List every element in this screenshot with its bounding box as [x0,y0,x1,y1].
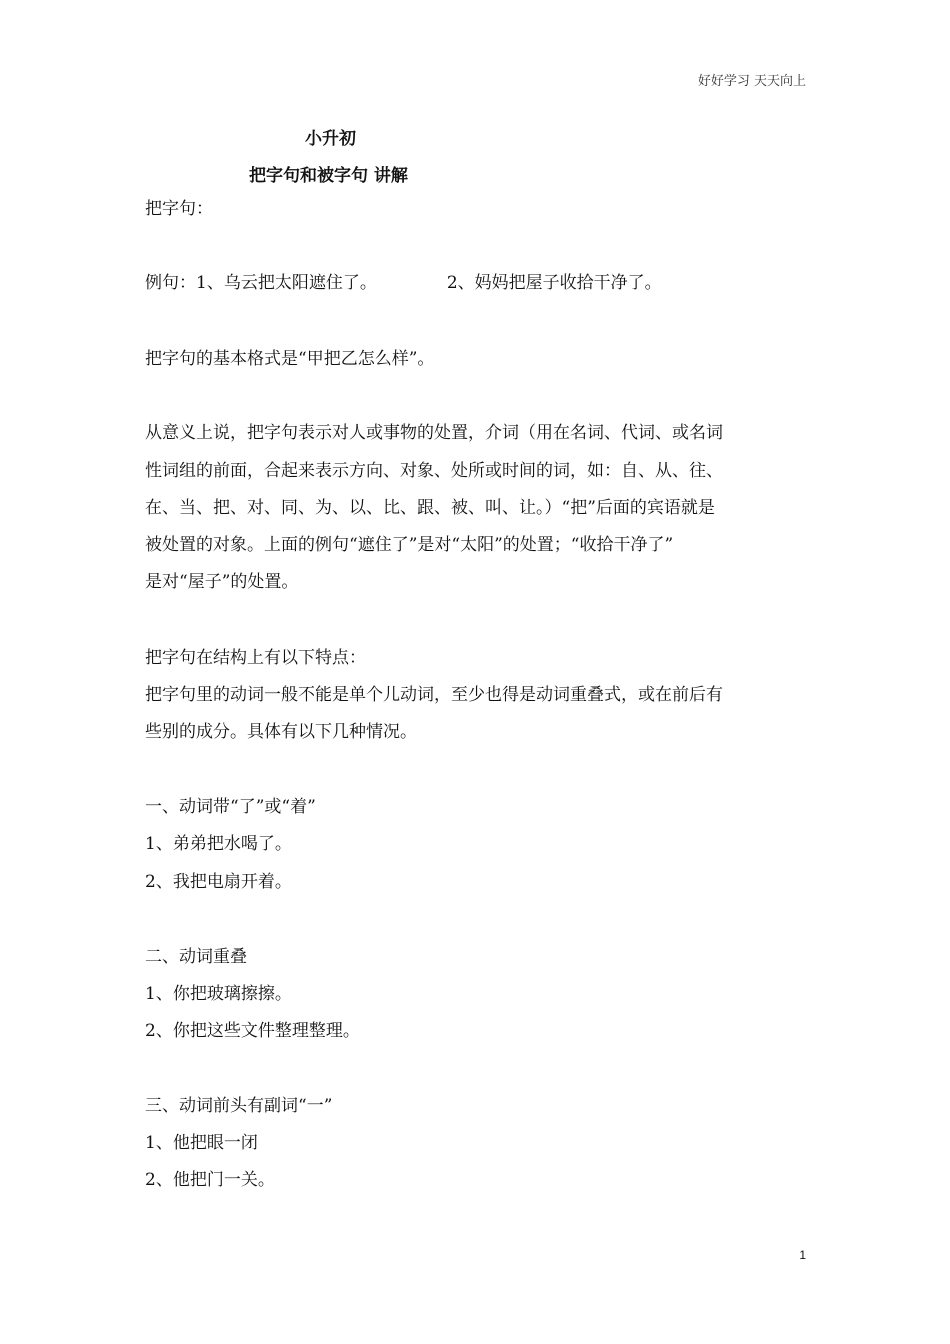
page-header: 好好学习 天天向上 [697,74,806,89]
example-sentences [145,272,810,294]
section-heading: 一、动词带“了”或“着” [145,797,316,817]
text-line: 把字句里的动词一般不能是单个儿动词，至少也得是动词重叠式，或在前后有 [145,685,723,705]
text-line: 在、当、把、对、同、为、以、比、跟、被、叫、让。）“把”后面的宾语就是 [145,498,715,518]
page-number: 1 [799,1248,806,1262]
text-line: 把字句在结构上有以下特点： [145,648,366,668]
list-item: 2、我把电扇开着。 [145,872,292,892]
basic-format-line: 把字句的基本格式是“甲把乙怎么样”。 [145,349,435,369]
section-heading: 三、动词前头有副词“一” [145,1096,333,1116]
list-item: 1、他把眼一闭 [145,1133,258,1153]
text-line: 被处置的对象。上面的例句“遮住了”是对“太阳”的处置；“收拾干净了” [145,535,674,555]
list-item: 1、弟弟把水喝了。 [145,834,292,854]
list-item: 2、他把门一关。 [145,1170,275,1190]
text-line: 些别的成分。具体有以下几种情况。 [145,722,417,742]
doc-title-line2: 把字句和被字句 讲解 [249,166,408,186]
doc-title-line1: 小升初 [305,129,356,149]
text-line: 从意义上说，把字句表示对人或事物的处置，介词（用在名词、代词、或名词 [145,423,723,443]
paragraph-heading: 把字句： [145,199,213,219]
text-line: 是对“屋子”的处置。 [145,572,299,592]
text-line: 性词组的前面，合起来表示方向、对象、处所或时间的词，如：自、从、往、 [145,461,723,481]
example-1: 例句：1、乌云把太阳遮住了。 [145,273,377,293]
example-2: 2、妈妈把屋子收拾干净了。 [446,273,662,293]
section-heading: 二、动词重叠 [145,947,247,967]
list-item: 1、你把玻璃擦擦。 [145,984,292,1004]
list-item: 2、你把这些文件整理整理。 [145,1021,360,1041]
